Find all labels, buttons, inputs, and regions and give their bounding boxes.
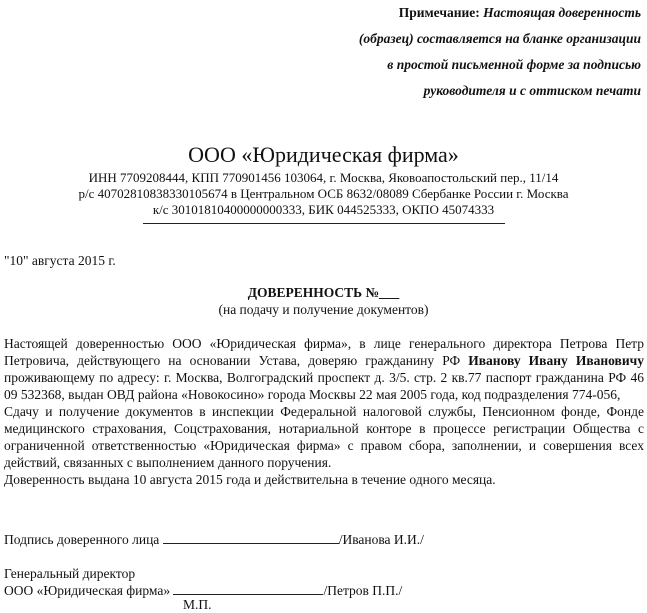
trustee-name: Иванову Ивану Ивановичу xyxy=(468,353,644,368)
note-line-4: руководителя и с оттиском печати xyxy=(423,83,641,98)
document-body xyxy=(4,335,644,488)
body-paragraph-2: Сдачу и получение документов в инспекции Федеральной налоговой службы, Пенсионном фонде, Фонде медицинского страхования, Соцстрахования, нотариальной конторе в процессе регистрации Общества с ограниченной ответственностью «Юридическая фирма» с правом сбора, заполнении, и совершения всех действий, связанных с выполнением данного поручения. xyxy=(4,404,644,470)
note-line-2: (образец) составляется на бланке организации xyxy=(358,31,641,46)
body-p1-end: проживающему по адресу: г. Москва, Волгоградский проспект д. 3/5. стр. 2 кв.77 паспорт гражданина РФ 46 09 532368, выдан ОВД района «Новокосино» города Москвы 22 мая 2005 года, код подразделения 774-056, xyxy=(4,370,644,402)
document-subtitle: (на подачу и получение документов) xyxy=(218,302,429,317)
note-text-1: Настоящая доверенность xyxy=(483,5,641,20)
trustee-signature-name: /Иванова И.И./ xyxy=(338,532,424,547)
document-title: ДОВЕРЕННОСТЬ №___ xyxy=(247,285,400,300)
note-line-1 xyxy=(311,0,641,26)
organization-requisites-2: р/с 40702810838330105674 в Центральном ОСБ 8632/08089 Сбербанке России г. Москва xyxy=(78,186,569,201)
header-divider xyxy=(143,223,505,224)
organization-requisites-1: ИНН 7709208444, КПП 770901456 103064, г. Москва, Яковоапостольский пер., 11/14 xyxy=(88,170,559,185)
director-company: ООО «Юридическая фирма» xyxy=(4,583,171,598)
body-paragraph-1 xyxy=(4,335,644,403)
note-label: Примечание: xyxy=(398,5,480,20)
director-signature-block xyxy=(4,566,402,599)
stamp-place: М.П. xyxy=(183,597,212,612)
note-line-3: в простой письменной форме за подписью xyxy=(387,57,641,72)
body-paragraph-3: Доверенность выдана 10 августа 2015 года и действительна в течение одного месяца. xyxy=(4,472,496,487)
trustee-signature-label: Подпись доверенного лица xyxy=(4,532,160,547)
organization-name: ООО «Юридическая фирма» xyxy=(188,142,459,167)
note-block xyxy=(311,0,641,104)
organization-header xyxy=(0,140,647,224)
body-p1-start: Настоящей доверенностью ООО «Юридическая фирма», в лице генерального директора Петрова Петр Петровича, действующего на основании Устава, доверяю гражданину РФ xyxy=(4,336,644,368)
director-signature-line xyxy=(173,582,323,595)
organization-requisites-3: к/с 30101810400000000333, БИК 044525333, ОКПО 45074333 xyxy=(152,202,495,217)
document-date: "10" августа 2015 г. xyxy=(4,253,116,268)
trustee-signature-line xyxy=(163,531,339,544)
director-position: Генеральный директор xyxy=(4,566,136,581)
trustee-signature-row xyxy=(4,531,424,548)
director-signature-name: /Петров П.П./ xyxy=(323,583,403,598)
